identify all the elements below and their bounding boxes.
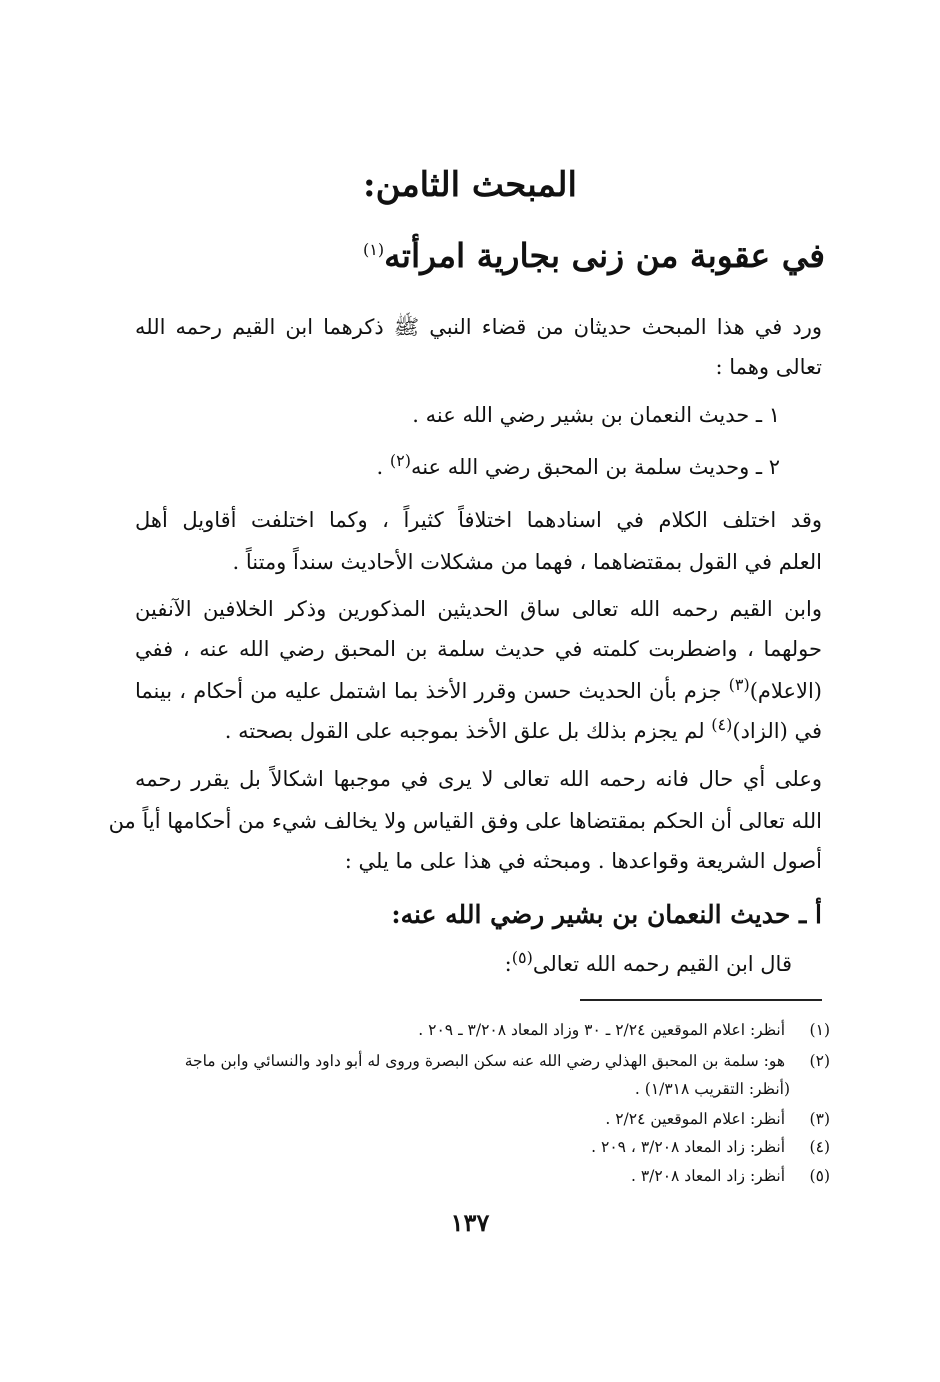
chapter-title — [130, 228, 825, 284]
section-heading: المبحث الثامن: — [363, 165, 577, 205]
quote-intro — [505, 947, 792, 981]
footnote-text: هو: سلمة بن المحبق الهذلي رضي الله عنه سكن البصرة وروى له أبو داود والنسائي وابن ماجة — [184, 1052, 786, 1070]
page-number: ١٣٧ — [450, 1208, 490, 1237]
footnote — [135, 1134, 830, 1160]
paragraph-3-line-4-start: في (الزاد) — [732, 719, 822, 743]
footnote-continuation: (أنظر: التقريب ١/٣١٨) . — [634, 1080, 790, 1098]
footnote-ref-5: (٥) — [511, 948, 533, 967]
footnote — [135, 1017, 830, 1043]
footnote-ref-1: (١) — [362, 240, 385, 259]
subsection-heading: أ ـ حديث النعمان بن بشير رضي الله عنه: — [391, 900, 822, 929]
footnote-number: (٤) — [809, 1138, 830, 1156]
paragraph-4-line-3: أصول الشريعة وقواعدها . ومبحثه في هذا على ما يلي : — [344, 849, 822, 873]
footnote-text: أنظر: زاد المعاد ٣/٢٠٨ . — [630, 1167, 786, 1185]
paragraph-4-line-1: وعلى أي حال فانه رحمه الله تعالى لا يرى في موجبها اشكالاً بل يقرر رحمه — [135, 767, 822, 791]
paragraph-4-line-2: الله تعالى أن الحكم بمقتضاها على وفق القياس ولا يخالف شيء من أحكامها أياً من — [108, 809, 822, 833]
quote-intro-text: قال ابن القيم رحمه الله تعالى — [532, 952, 792, 976]
footnote-ref-2: (٢) — [389, 451, 411, 470]
footnote — [135, 1106, 830, 1132]
footnote-ref-3: (٣) — [728, 675, 750, 694]
paragraph-1-line-2: تعالى وهما : — [715, 355, 822, 379]
footnote-number: (١) — [809, 1021, 830, 1039]
footnote-text: أنظر: اعلام الموقعين ٢/٢٤ ـ ٣٠ وزاد المعاد ٣/٢٠٨ ـ ٢٠٩ . — [418, 1021, 786, 1039]
footnote — [135, 1048, 830, 1074]
footnote-number: (٢) — [809, 1052, 830, 1070]
paragraph-2-line-2: العلم في القول بمقتضاهما ، فهما من مشكلات الأحاديث سنداً ومتناً . — [232, 550, 822, 574]
paragraph-3-line-3-end: جزم بأن الحديث حسن وقرر الأخذ بما اشتمل عليه من أحكام ، بينما — [135, 679, 729, 703]
list-item-tail: . — [376, 455, 390, 479]
paragraph-3-line-1: وابن القيم رحمه الله تعالى ساق الحديثين المذكورين وذكر الخلافين الآنفين — [135, 597, 822, 621]
paragraph-2-line-1: وقد اختلف الكلام في اسنادهما اختلافاً كثيراً ، وكما اختلفت أقاويل أهل — [135, 508, 822, 532]
paragraph-3-line-2: حولهما ، واضطربت كلمته في حديث سلمة بن المحبق رضي الله عنه ، ففي — [135, 637, 822, 661]
footnote-number: (٥) — [809, 1167, 830, 1185]
paragraph-3-line-3 — [135, 676, 822, 706]
paragraph-3-line-3-start: (الاعلام) — [749, 679, 822, 703]
footnote-divider — [580, 999, 822, 1001]
footnote — [135, 1163, 830, 1189]
list-item — [412, 400, 780, 430]
paragraph-1-line-1: ورد في هذا المبحث حديثان من قضاء النبي ﷺ ذكرهما ابن القيم رحمه الله — [135, 315, 822, 339]
paragraph-3-line-4 — [135, 716, 822, 746]
paragraph-3-line-4-end: لم يجزم بذلك بل علق الأخذ بموجبه على القول بصحته . — [224, 719, 712, 743]
footnote-number: (٣) — [809, 1110, 830, 1128]
chapter-title-text: في عقوبة من زنى بجارية امرأته — [384, 236, 825, 275]
list-item — [376, 452, 780, 482]
list-item-text: ١ ـ حديث النعمان بن بشير رضي الله عنه . — [412, 403, 780, 427]
list-item-text: ٢ ـ وحديث سلمة بن المحبق رضي الله عنه — [410, 455, 780, 479]
footnote-text: أنظر: زاد المعاد ٣/٢٠٨ ، ٢٠٩ . — [591, 1138, 786, 1156]
quote-intro-tail: : — [504, 952, 512, 976]
footnote-ref-4: (٤) — [711, 715, 733, 734]
footnote-text: أنظر: اعلام الموقعين ٢/٢٤ . — [605, 1110, 786, 1128]
